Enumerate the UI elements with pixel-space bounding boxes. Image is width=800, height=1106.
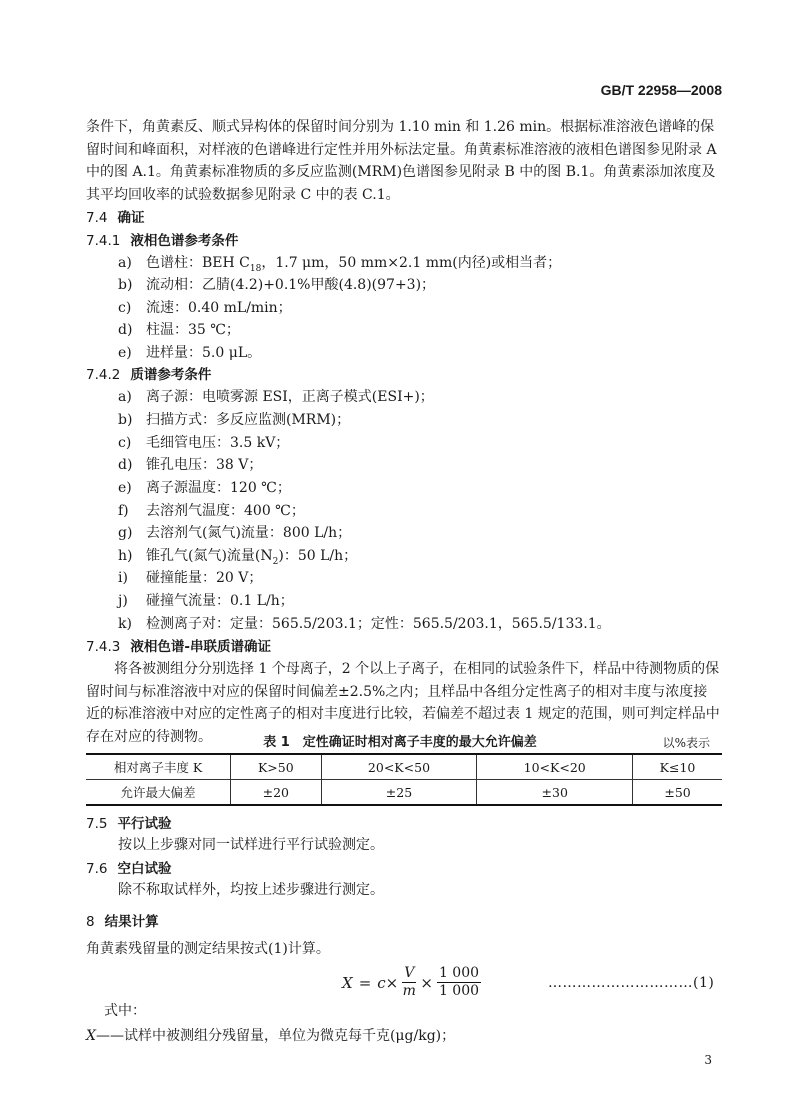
list-item: e) 离子源温度：120 ℃； (118, 480, 291, 496)
table-row-label: 允许最大偏差 (86, 780, 231, 806)
list-item: c) 流速：0.40 mL/min； (118, 300, 292, 316)
section-7-4-3-heading (86, 635, 271, 655)
section-title: 结果计算 (104, 914, 159, 930)
section-title: 空白试验 (117, 861, 172, 877)
formula-equals: = (358, 973, 372, 992)
table-header-cell: K>50 (231, 754, 322, 780)
where-label: 式中： (104, 1003, 146, 1019)
section-7-4-heading (86, 206, 144, 226)
section-7-4-1-heading (86, 229, 238, 249)
list-item: a) 离子源：电喷雾源 ESI，正离子模式(ESI+)； (118, 389, 434, 405)
list-item: b) 流动相：乙腈(4.2)+0.1%甲酸(4.8)(97+3)； (118, 277, 436, 293)
formula-times: × (385, 973, 399, 992)
formula-fraction-1000: $\frac{1 000}{1 000}$ (438, 965, 480, 999)
section-7-6-heading (86, 857, 171, 877)
list-item: d) 柱温：35 ℃； (118, 322, 240, 338)
section-number: 7.6 (86, 861, 108, 877)
table-row (86, 754, 722, 780)
section-7-4-2-heading (86, 363, 211, 383)
formula-times: × (420, 973, 433, 992)
confirmation-paragraph: 将各被测组分分别选择 1 个母离子，2 个以上子离子，在相同的试验条件下，样品中待测物质的保留时间与标准溶液中对应的保留时间偏差±2.5%之内；且样品中各组分定性离子的相对丰度与浓度接近的标准溶液中对应的定性离子的相对丰度进行比较，若偏差不超过表 1 规定的范围，则可判定样品中存在对应的待测物。 (86, 661, 720, 745)
section-title: 质谱参考条件 (130, 367, 212, 383)
section-8-text: 角黄素残留量的测定结果按式(1)计算。 (86, 941, 330, 957)
table-cell: ±30 (477, 780, 633, 806)
page-number: 3 (704, 1053, 712, 1067)
intro-paragraph: 条件下，角黄素反、顺式异构体的保留时间分别为 1.10 min 和 1.26 min。根据标准溶液色谱峰的保留时间和峰面积，对样液的色谱峰进行定性并用外标法定量。角黄素标准溶液的液相色谱图参见附录 A 中的图 A.1。角黄素标准物质的多反应监测(MRM)色谱图参见附录 B 中的图 B.1。角黄素添加浓度及其平均回收率的试验数据参见附录 C 中的表 C.1。 (86, 119, 717, 203)
list-item: b) 扫描方式：多反应监测(MRM)； (118, 412, 351, 428)
section-title: 确证 (117, 210, 145, 226)
table-caption: 表 1 定性确证时相对离子丰度的最大允许偏差 (263, 735, 537, 750)
list-item: c) 毛细管电压：3.5 kV； (118, 435, 290, 451)
list-item: i) 碰撞能量：20 V； (118, 570, 263, 586)
section-title: 液相色谱-串联质谱确证 (130, 639, 271, 655)
table-1 (86, 753, 722, 806)
list-item: h) 锥孔气(氮气)流量$(N_2)$：50 L/h； (118, 548, 358, 567)
table-header-cell: K≤10 (633, 754, 722, 780)
table-cell: ±20 (231, 780, 322, 806)
list-item: e) 进样量：5.0 μL。 (118, 345, 262, 361)
list-item: g) 去溶剂气(氮气)流量：800 L/h； (118, 525, 352, 541)
equation-number: …………………………(1) (548, 975, 715, 991)
where-x-definition: X——试样中被测组分残留量，单位为微克每千克(μg/kg)； (86, 1028, 456, 1044)
section-7-5-heading (86, 812, 171, 832)
section-number: 7.5 (86, 816, 108, 832)
list-item: d) 锥孔电压：38 V； (118, 457, 263, 473)
formula-fraction-vm: $\frac{V}{m}$ (402, 965, 416, 999)
section-title: 平行试验 (117, 816, 172, 832)
list-item: f) 去溶剂气温度：400 ℃； (118, 503, 305, 519)
list-item: j) 碰撞气流量：0.1 L/h； (118, 593, 294, 609)
section-number: 8 (86, 914, 95, 930)
section-8-heading (86, 910, 159, 930)
section-number: 7.4 (86, 210, 108, 226)
list-item: a) 色谱柱：BEH $C_{18}$，1.7 μm，50 mm×2.1 mm(内径)或相当者； (118, 255, 562, 274)
table-unit: 以%表示 (662, 736, 710, 750)
table-header-label: 相对离子丰度 K (86, 754, 231, 780)
formula-1 (342, 965, 485, 1000)
formula-c: c (377, 973, 386, 992)
table-header-cell: 10<K<20 (477, 754, 633, 780)
table-cell: ±50 (633, 780, 722, 806)
section-number: 7.4.3 (86, 639, 121, 655)
list-item: k) 检测离子对：定量：565.5/203.1；定性：565.5/203.1，565.5/133.1。 (118, 616, 611, 632)
section-7-5-text: 按以上步骤对同一试样进行平行试验测定。 (118, 837, 384, 853)
formula-lhs: X (342, 973, 353, 992)
section-title: 液相色谱参考条件 (130, 233, 239, 249)
table-cell: ±25 (321, 780, 477, 806)
section-number: 7.4.1 (86, 233, 121, 249)
section-number: 7.4.2 (86, 367, 121, 383)
section-7-6-text: 除不称取试样外，均按上述步骤进行测定。 (118, 882, 384, 898)
table-header-cell: 20<K<50 (321, 754, 477, 780)
table-row (86, 780, 722, 806)
standard-code: GB/T 22958—2008 (600, 82, 722, 98)
